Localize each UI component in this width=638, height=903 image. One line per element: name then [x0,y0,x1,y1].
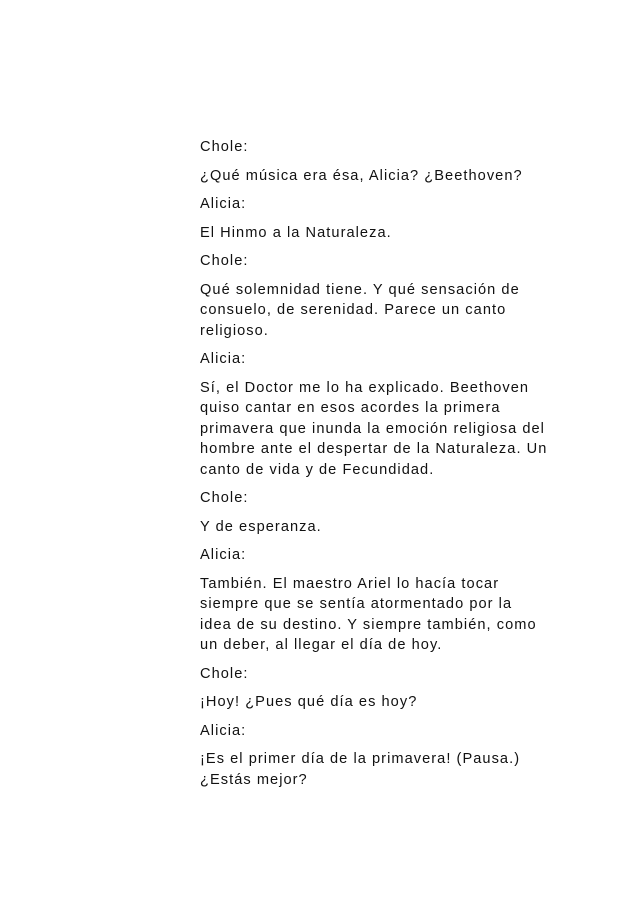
speech-line: ¡Es el primer día de la primavera! (Pausa.) ¿Estás mejor? [200,751,521,788]
speech-line: Y de esperanza. [200,518,322,535]
speaker-name: Alicia: [200,722,247,739]
speech-line: ¿Qué música era ésa, Alicia? ¿Beethoven? [200,167,523,184]
speech-line: El Hinmo a la Naturaleza. [200,224,392,241]
speaker-name: Alicia: [200,196,247,212]
speaker-name: Chole: [200,139,249,155]
speech-line: Qué solemnidad tiene. Y qué sensación de consuelo, de serenidad. Parece un canto religioso. [200,281,520,339]
speech-line: Sí, el Doctor me lo ha explicado. Beethoven quiso cantar en esos acordes la primera primavera que inunda la emoción religiosa del hombre ante el despertar de la Naturaleza. Un canto de vida y de Fecundidad. [200,379,548,478]
speaker-name: Chole: [200,490,249,506]
speaker-name: Alicia: [200,351,247,367]
speaker-name: Chole: [200,253,249,269]
speech-line: También. El maestro Ariel lo hacía tocar siempre que se sentía atormentado por la idea de su destino. Y siempre también, como un deber, al llegar el día de hoy. [200,575,537,653]
speaker-name: Chole: [200,665,249,682]
dialogue-text [200,137,560,798]
speaker-name: Alicia: [200,547,247,563]
speech-line: ¡Hoy! ¿Pues qué día es hoy? [200,694,418,710]
